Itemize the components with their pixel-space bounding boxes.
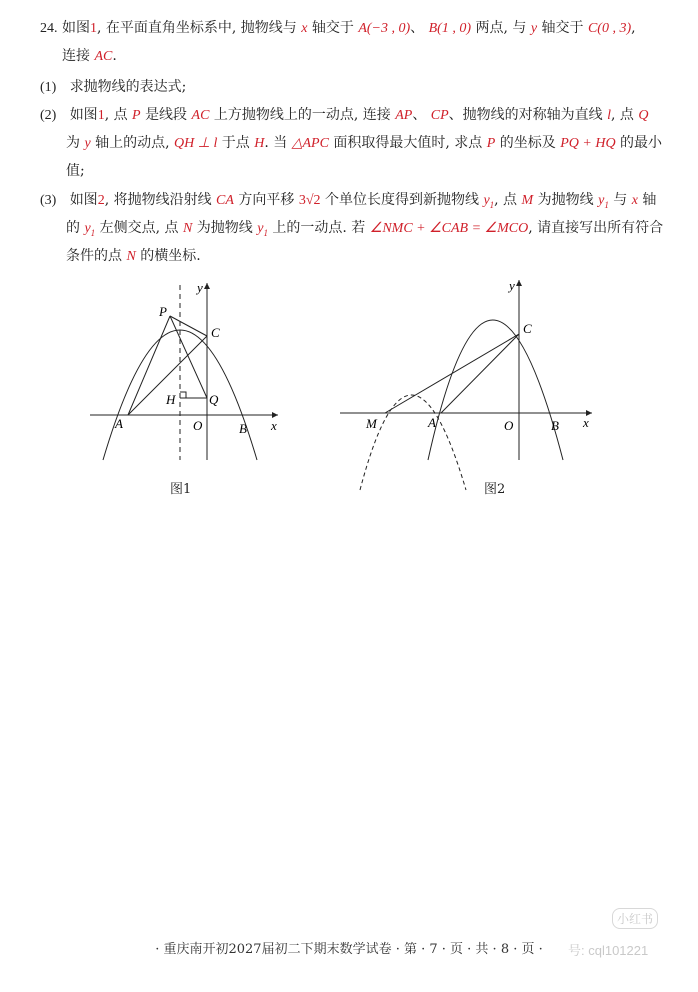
label-B: B: [551, 418, 559, 433]
label-Q: Q: [209, 392, 219, 407]
text: 的横坐标.: [140, 248, 201, 264]
label-A: A: [115, 416, 123, 431]
label-O: O: [193, 418, 203, 433]
text: 与: [613, 192, 628, 208]
text: 是线段: [145, 107, 188, 123]
text: .: [112, 48, 117, 64]
text: 、抛物线的对称轴为直线: [448, 107, 603, 123]
angle-condition: ∠NMC + ∠CAB = ∠MCO: [369, 221, 529, 236]
text: 上方抛物线上的一动点, 连接: [213, 107, 391, 123]
watermark-text: 号: cql101221: [568, 943, 649, 958]
text: , 将抛物线沿射线: [104, 192, 212, 208]
problem-number: 24.: [40, 21, 58, 36]
label-x: x: [271, 418, 277, 433]
parabola-original: [428, 320, 563, 460]
text: 两点, 与: [475, 20, 527, 36]
label-y: y: [509, 278, 515, 293]
label-B: B: [239, 421, 247, 436]
text: 连接: [62, 48, 90, 64]
watermark-logo: 小红书: [612, 908, 658, 929]
segment-AC: AC: [191, 108, 210, 123]
point-A: A(−3 , 0): [358, 21, 411, 36]
q1-text: 求抛物线的表达式;: [69, 79, 187, 95]
q1-number: (1): [40, 80, 57, 95]
figure-2-caption: 图2: [484, 482, 506, 497]
point-H: H: [254, 136, 265, 151]
text: 如图: [69, 107, 98, 123]
q2-number: (2): [40, 108, 57, 123]
segment-AP: AP: [395, 108, 413, 123]
text: 、: [410, 20, 425, 36]
text: . 当: [264, 135, 288, 151]
text: 面积取得最大值时, 求点: [333, 135, 483, 151]
text: 1: [90, 227, 96, 238]
text: 、: [412, 107, 427, 123]
text: 左侧交点, 点: [99, 220, 179, 236]
point-Q: Q: [638, 108, 649, 123]
point-B: B(1 , 0): [428, 21, 472, 36]
figure-ref: 1: [89, 21, 97, 36]
line-l: l: [607, 108, 612, 123]
text: 值;: [66, 163, 85, 179]
text: , 点: [611, 107, 634, 123]
text: 轴交于: [541, 20, 584, 36]
text: 轴上的动点,: [95, 135, 170, 151]
label-M: M: [366, 416, 377, 431]
segment-AC: AC: [94, 49, 113, 64]
figure-ref: 2: [97, 193, 105, 208]
text: y: [257, 221, 264, 236]
text: 如图: [61, 20, 90, 36]
label-C: C: [523, 321, 532, 336]
point-N: N: [182, 221, 193, 236]
text: 为抛物线: [196, 220, 253, 236]
label-A: A: [428, 415, 436, 430]
point-P: P: [486, 136, 496, 151]
text: 的坐标及: [499, 135, 556, 151]
label-H: H: [166, 392, 176, 407]
figure-ref: 1: [97, 108, 105, 123]
label-C: C: [211, 325, 220, 340]
segment-CP: [170, 316, 207, 336]
figure-1-caption: 图1: [170, 482, 192, 497]
triangle-APC: △APC: [291, 136, 329, 151]
text: , 在平面直角坐标系中, 抛物线与: [96, 20, 297, 36]
text: 1: [604, 199, 609, 210]
text: , 点: [494, 192, 518, 208]
var-y: y: [530, 21, 538, 36]
var-y: y: [84, 136, 91, 151]
text: 条件的点: [66, 248, 122, 264]
text: 方向平移: [238, 192, 295, 208]
text: 为抛物线: [537, 192, 594, 208]
figure-2: [340, 278, 592, 490]
text: y: [598, 193, 605, 208]
text: 1: [263, 227, 268, 238]
text: 轴: [642, 192, 657, 208]
text: y: [483, 193, 490, 208]
text: 1: [489, 199, 495, 210]
text: 上的一动点. 若: [272, 220, 366, 236]
text: , 点: [104, 107, 128, 123]
expr-PQ-HQ: PQ + HQ: [560, 136, 616, 151]
perp-QH: QH ⊥ l: [174, 136, 218, 151]
text: y: [84, 221, 91, 236]
text: 于点: [221, 135, 250, 151]
segment-AP: [128, 316, 170, 415]
label-O: O: [504, 418, 514, 433]
text: 轴交于: [311, 20, 354, 36]
point-N: N: [126, 249, 136, 264]
q3-number: (3): [40, 193, 57, 208]
distance: 3√2: [298, 193, 321, 208]
text: 如图: [69, 192, 98, 208]
point-P: P: [132, 108, 141, 123]
text: 的最小: [620, 135, 663, 151]
ray-CA: CA: [216, 193, 234, 208]
text: 的: [66, 220, 80, 236]
label-x: x: [583, 415, 589, 430]
text: 为: [66, 135, 80, 151]
page-footer: · 重庆南开初2027届初二下期末数学试卷 · 第 · 7 · 页 · 共 · 8 · 页 ·: [155, 942, 543, 957]
text: 个单位长度得到新抛物线: [324, 192, 479, 208]
text: , 请直接写出所有符合: [528, 220, 664, 236]
point-M: M: [521, 193, 534, 208]
parabola-y1: [360, 395, 466, 490]
var-x: x: [631, 193, 638, 208]
label-P: P: [159, 304, 167, 319]
segment-CP: CP: [430, 108, 449, 123]
right-angle-mark: [180, 392, 186, 398]
var-x: x: [301, 21, 308, 36]
segment-PQ: [170, 316, 207, 398]
label-y: y: [197, 280, 203, 295]
point-C: C(0 , 3): [587, 21, 632, 36]
text: ,: [631, 20, 636, 36]
